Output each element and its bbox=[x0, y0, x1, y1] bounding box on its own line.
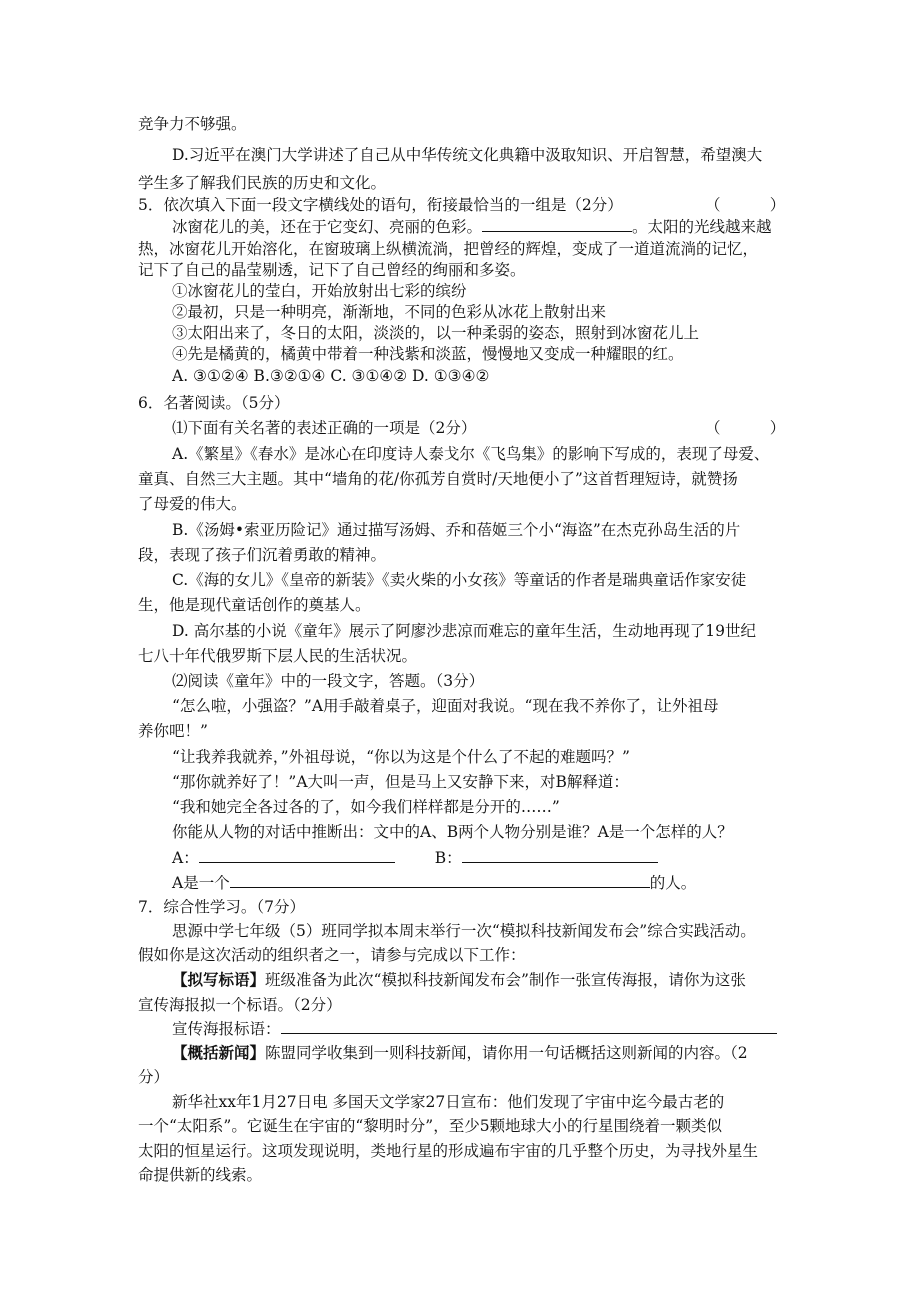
text-line: “让我养我就养，”外祖母说，“你以为这是个什么了不起的难题吗？” bbox=[172, 748, 630, 766]
text-line: 宣传海报拟一个标语。（2分） bbox=[138, 996, 342, 1014]
text-line bbox=[172, 969, 746, 991]
text-segment: 冰窗花儿的美，还在于它变幻、亮丽的色彩。 bbox=[172, 218, 483, 236]
text-line: A.《繁星》《春水》是冰心在印度诗人泰戈尔《飞鸟集》的影响下写成的，表现了母爱、 bbox=[172, 445, 770, 463]
text-line: 太阳的恒星运行。这项发现说明，类地行星的形成遍布宇宙的几乎整个历史，为寻找外星生 bbox=[138, 1142, 759, 1160]
question-7-title: 7．综合性学习。（7分） bbox=[138, 898, 305, 916]
question-6-title: 6．名著阅读。（5分） bbox=[138, 394, 290, 412]
text-line: 了母爱的伟大。 bbox=[138, 495, 247, 513]
label-b: B： bbox=[434, 849, 462, 867]
text-segment: 。太阳的光线越来越 bbox=[632, 218, 772, 236]
text-line: 生，他是现代童话创作的奠基人。 bbox=[138, 596, 371, 614]
text-line: 段，表现了孩子们沉着勇敢的精神。 bbox=[138, 546, 387, 564]
section-tag: 【拟写标语】 bbox=[172, 970, 266, 989]
option-line: ①冰窗花儿的莹白，开始放射出七彩的缤纷 bbox=[172, 282, 467, 300]
slogan-blank[interactable] bbox=[281, 1018, 777, 1034]
text-line: 分） bbox=[138, 1068, 170, 1086]
text-line: 记下了自己的晶莹剔透，记下了自己曾经的绚丽和多姿。 bbox=[138, 261, 526, 279]
choices-line: A. ③①②④ B.③②①④ C. ③①④② D. ①③④② bbox=[172, 367, 490, 385]
text-line: 命提供新的线索。 bbox=[138, 1166, 263, 1184]
text-line: D.习近平在澳门大学讲述了自己从中华传统文化典籍中汲取知识、开启智慧，希望澳大 bbox=[172, 146, 763, 164]
text-line: C.《海的女儿》《皇帝的新装》《卖火柴的小女孩》等童话的作者是瑞典童话作家安徒 bbox=[172, 571, 747, 589]
text-line: 思源中学七年级（5）班同学拟本周末举行一次“模拟科技新闻发布会”综合实践活动。 bbox=[172, 922, 756, 940]
answer-paren-q5[interactable]: （ ） bbox=[705, 196, 786, 214]
sub-question: ⑵阅读《童年》中的一段文字，答题。（3分） bbox=[172, 672, 485, 690]
text-line: 热，冰窗花儿开始溶化，在窗玻璃上纵横流淌，把曾经的辉煌，变成了一道道流淌的记忆， bbox=[138, 240, 759, 258]
slogan-label: 宣传海报标语： bbox=[172, 1020, 281, 1038]
text-line: 竞争力不够强。 bbox=[138, 115, 247, 133]
answer-blank-c[interactable] bbox=[230, 872, 650, 888]
text-line: 新华社xx年1月27日电 多国天文学家27日宣布：他们发现了宇宙中迄今最古老的 bbox=[172, 1093, 725, 1111]
slogan-line bbox=[172, 1018, 777, 1040]
answer-blank-b[interactable] bbox=[462, 847, 658, 863]
option-line: ②最初，只是一种明亮，渐渐地，不同的色彩从冰花上散射出来 bbox=[172, 303, 607, 321]
fill-blank[interactable] bbox=[482, 216, 632, 232]
text-segment: 班级准备为此次“模拟科技新闻发布会”制作一张宣传海报，请你为这张 bbox=[265, 971, 746, 989]
label-a: A： bbox=[172, 849, 199, 867]
option-line: ③太阳出来了，冬日的太阳，淡淡的，以一种柔弱的姿态，照射到冰窗花儿上 bbox=[172, 324, 700, 342]
text-line: 七八十年代俄罗斯下层人民的生活状况。 bbox=[138, 647, 418, 665]
text-line: 学生多了解我们民族的历史和文化。 bbox=[138, 174, 387, 192]
text-segment: 的人。 bbox=[649, 874, 697, 892]
text-line: 你能从人物的对话中推断出：文中的A、B两个人物分别是谁？A是一个怎样的人？ bbox=[172, 823, 733, 841]
text-line: 假如你是这次活动的组织者之一，请参与完成以下工作： bbox=[138, 946, 526, 964]
text-line: “那你就养好了！”A大叫一声，但是马上又安静下来，对B解释道： bbox=[172, 773, 629, 791]
answer-line-c bbox=[172, 872, 696, 894]
text-line bbox=[172, 1042, 748, 1064]
text-line bbox=[172, 216, 772, 238]
sub-question: ⑴下面有关名著的表述正确的一项是（2分） bbox=[172, 419, 477, 437]
text-segment: 陈盟同学收集到一则科技新闻，请你用一句话概括这则新闻的内容。（2 bbox=[265, 1044, 748, 1062]
text-line: D. 高尔基的小说《童年》展示了阿廖沙悲凉而难忘的童年生活，生动地再现了19世纪 bbox=[172, 622, 756, 640]
section-tag: 【概括新闻】 bbox=[172, 1043, 266, 1062]
text-line: 童真、自然三大主题。其中“墙角的花/你孤芳自赏时/天地便小了”这首哲理短诗，就赞扬 bbox=[138, 470, 738, 488]
answer-line-ab bbox=[172, 847, 658, 869]
text-line: 养你吧！” bbox=[138, 722, 208, 740]
question-5-title: 5．依次填入下面一段文字横线处的语句，衔接最恰当的一组是（2分） bbox=[138, 196, 623, 214]
option-line: ④先是橘黄的，橘黄中带着一种浅紫和淡蓝，慢慢地又变成一种耀眼的红。 bbox=[172, 345, 684, 363]
text-line: 一个“太阳系”。它诞生在宇宙的“黎明时分”，至少5颗地球大小的行星围绕着一颗类似 bbox=[138, 1117, 723, 1135]
text-line: B.《汤姆•索亚历险记》通过描写汤姆、乔和蓓姬三个小“海盗”在杰克孙岛生活的片 bbox=[172, 521, 741, 539]
text-segment: A是一个 bbox=[172, 874, 230, 892]
answer-paren-q6[interactable]: （ ） bbox=[705, 419, 786, 437]
answer-blank-a[interactable] bbox=[199, 847, 395, 863]
text-line: “我和她完全各过各的了，如今我们样样都是分开的……” bbox=[172, 798, 560, 816]
text-line: “怎么啦，小强盗？”A用手敲着桌子，迎面对我说。“现在我不养你了，让外祖母 bbox=[172, 697, 719, 715]
